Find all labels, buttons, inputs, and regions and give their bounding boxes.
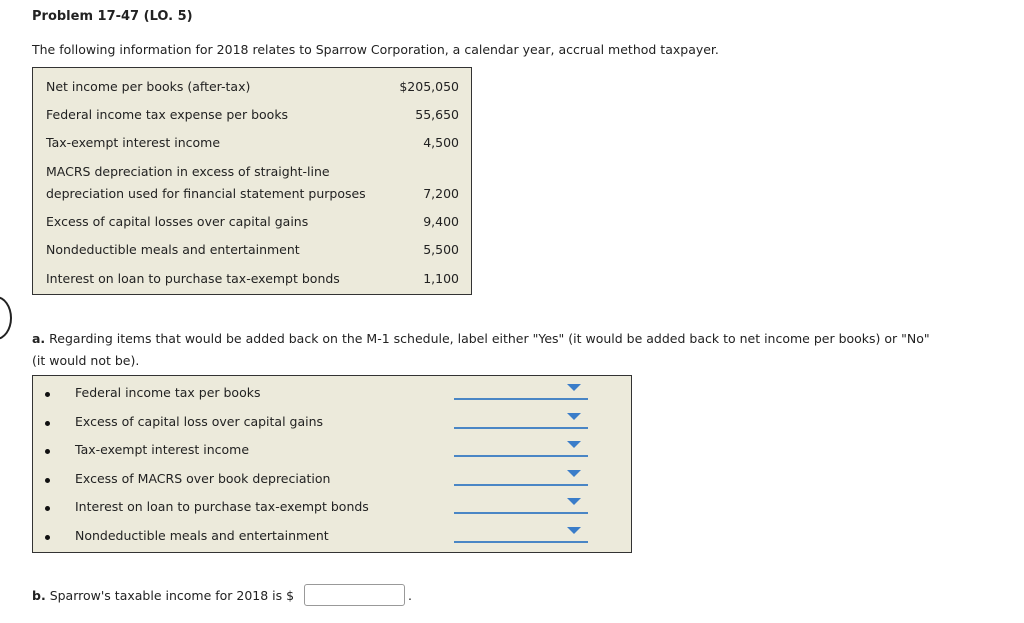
info-label: MACRS depreciation in excess of straight-line — [46, 164, 330, 179]
info-label: Nondeductible meals and entertainment — [46, 242, 300, 257]
list-item — [33, 528, 631, 551]
item-label: Excess of MACRS over book depreciation — [75, 471, 331, 486]
bullet-icon — [45, 449, 50, 454]
dropdown-arrow-icon[interactable] — [567, 413, 581, 420]
info-label-continued: depreciation used for financial statement purposes — [46, 186, 366, 201]
info-value: 7,200 — [423, 186, 459, 201]
dropdown-arrow-icon[interactable] — [567, 527, 581, 534]
item-label: Tax-exempt interest income — [75, 442, 250, 457]
part-b-letter: b. — [32, 588, 46, 603]
info-value: 5,500 — [423, 242, 459, 257]
bullet-icon — [45, 421, 50, 426]
info-label: Net income per books (after-tax) — [46, 79, 251, 94]
part-b-suffix: . — [408, 588, 412, 603]
item-label: Interest on loan to purchase tax-exempt bonds — [75, 499, 369, 514]
problem-intro: The following information for 2018 relates to Sparrow Corporation, a calendar year, accrual method taxpayer. — [32, 42, 719, 57]
dropdown-arrow-icon[interactable] — [567, 441, 581, 448]
list-item — [33, 471, 631, 494]
yes-no-dropdown[interactable] — [454, 473, 588, 486]
list-item — [33, 499, 631, 522]
info-value: 55,650 — [415, 107, 459, 122]
dropdown-arrow-icon[interactable] — [567, 384, 581, 391]
item-label: Nondeductible meals and entertainment — [75, 528, 329, 543]
dropdown-arrow-icon[interactable] — [567, 470, 581, 477]
problem-title: Problem 17-47 (LO. 5) — [32, 9, 193, 24]
bullet-icon — [45, 478, 50, 483]
info-value: 9,400 — [423, 214, 459, 229]
scroll-marker-arc — [0, 296, 12, 340]
info-value: 1,100 — [423, 271, 459, 286]
info-label: Interest on loan to purchase tax-exempt bonds — [46, 271, 340, 286]
part-b-question — [32, 588, 294, 603]
list-item — [33, 385, 631, 408]
info-table — [32, 67, 472, 295]
yes-no-dropdown[interactable] — [454, 501, 588, 514]
info-label: Federal income tax expense per books — [46, 107, 289, 122]
bullet-icon — [45, 506, 50, 511]
part-a-letter: a. — [32, 331, 46, 346]
info-label: Tax-exempt interest income — [46, 135, 221, 150]
yes-no-dropdown[interactable] — [454, 387, 588, 400]
info-value: 4,500 — [423, 135, 459, 150]
part-a-text: Regarding items that would be added back on the M-1 schedule, label either "Yes" (it would be added back to net income per books) or "No" (it would not be). — [32, 331, 930, 368]
dropdown-arrow-icon[interactable] — [567, 498, 581, 505]
yes-no-dropdown[interactable] — [454, 416, 588, 429]
info-label: Excess of capital losses over capital gains — [46, 214, 309, 229]
part-a-question — [32, 328, 932, 372]
part-a-answer-box — [32, 375, 632, 553]
info-value: $205,050 — [399, 79, 459, 94]
item-label: Federal income tax per books — [75, 385, 261, 400]
part-b-text: Sparrow's taxable income for 2018 is $ — [49, 588, 295, 603]
yes-no-dropdown[interactable] — [454, 444, 588, 457]
item-label: Excess of capital loss over capital gains — [75, 414, 324, 429]
taxable-income-input[interactable] — [304, 584, 405, 606]
bullet-icon — [45, 392, 50, 397]
list-item — [33, 414, 631, 437]
bullet-icon — [45, 535, 50, 540]
list-item — [33, 442, 631, 465]
yes-no-dropdown[interactable] — [454, 530, 588, 543]
